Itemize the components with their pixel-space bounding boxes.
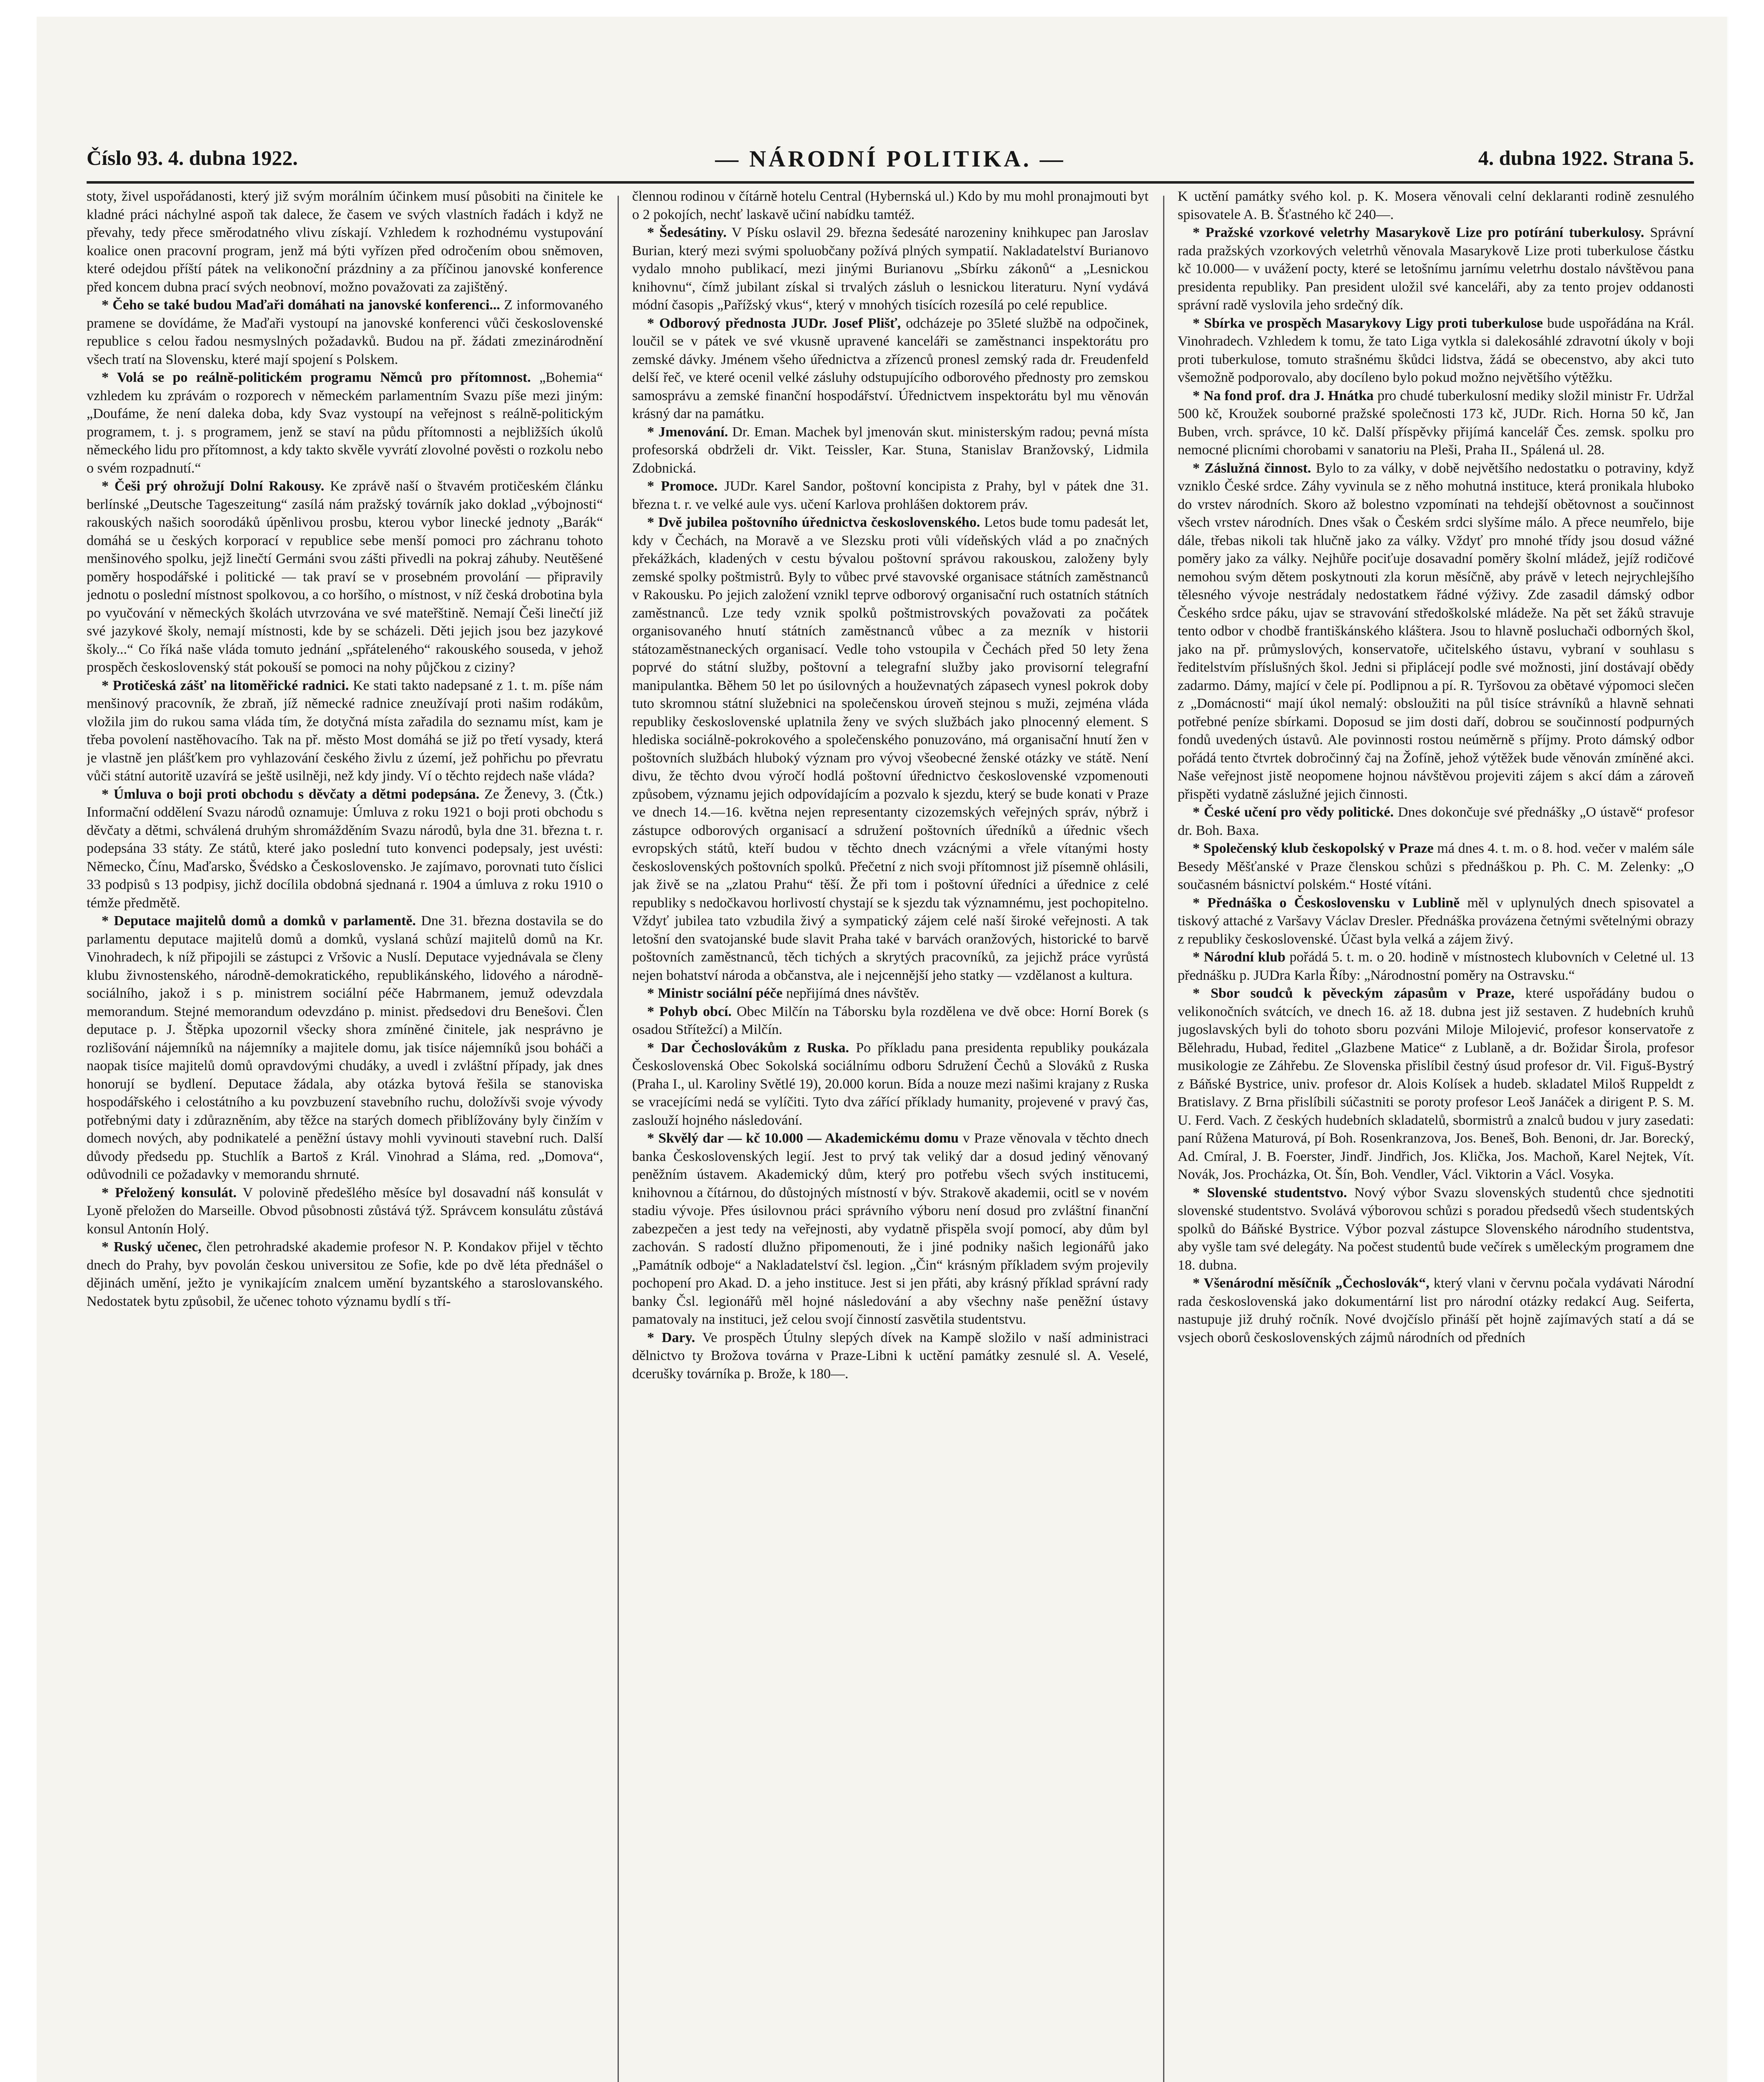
article-text: Správní rada pražských vzorkových veletrhů věnovala Masarykově Lize proti tuberkulose částku kč 10.000— v uvážení pocty, které se letošnímu jarnímu veletrhu dostalo návštěvou pana presidenta republiky. Pan president uložil své kanceláři, aby za tento projev oddanosti správní radě vyslovila jeho srdečný dík. bbox=[1178, 225, 1694, 313]
article-heading: * Záslužná činnost. bbox=[1193, 460, 1311, 476]
column-2 bbox=[632, 187, 1149, 2082]
article-heading: * Volá se po reálně-politickém programu Němců pro přítomnost. bbox=[102, 370, 531, 385]
article-heading: * Slovenské studentstvo. bbox=[1193, 1185, 1347, 1200]
article-text: Dnes dokončuje své přednášky „O ústavě“ profesor dr. Boh. Baxa. bbox=[1178, 804, 1694, 838]
article-paragraph bbox=[1178, 948, 1694, 984]
article-paragraph bbox=[632, 1039, 1149, 1130]
article-paragraph bbox=[632, 477, 1149, 513]
article-heading: * Ruský učenec, bbox=[102, 1239, 202, 1255]
article-text: Nový výbor Svazu slovenských studentů chce sjednotiti slovenské studentstvo. Svolává výborovou schůzi s poradou předsedů všech studentských spolků do Báňské Bystrice. Výbor pozval zástupce Slovenského národního studentstva, aby vyšle tam své delegáty. Na počest studentů bude večírek s uměleckým programem dne 18. dubna. bbox=[1178, 1185, 1694, 1273]
article-paragraph bbox=[632, 984, 1149, 1003]
article-paragraph bbox=[1178, 1274, 1694, 1347]
article-heading: * Ministr sociální péče bbox=[647, 986, 783, 1001]
article-paragraph bbox=[632, 1003, 1149, 1039]
column-1 bbox=[87, 187, 603, 2082]
article-heading: * Jmenování. bbox=[647, 424, 728, 440]
article-heading: * Protičeská zášť na litoměřické radnici. bbox=[102, 677, 349, 693]
page-header bbox=[87, 142, 1694, 179]
article-text: V polovině předešlého měsíce byl dosavadní náš konsulát v Lyoně přeložen do Marseille. Obvod působnosti zůstává týž. Správcem konsulátu zůstává konsul Antonín Holý. bbox=[87, 1185, 603, 1237]
article-paragraph bbox=[1178, 314, 1694, 387]
article-text: Ze Ženevy, 3. (Čtk.) Informační oddělení Svazu národů oznamuje: Úmluva z roku 1921 o boji proti obchodu s děvčaty a dětmi, schválená druhým shromážděním Svazu národů, byla dne 31. března t. r. podepsána 33 státy. Ze států, které jako poslední tuto konvenci podepsaly, jest uvésti: Německo, Čínu, Maďarsko, Švédsko a Československo. Je zajímavo, porovnati tuto číslici 33 podpisů s 13 podpisy, jichž docílila obdobná sjednaná r. 1904 a úmluva z roku 1910 o témže předmětě. bbox=[87, 786, 603, 911]
article-heading: * Společenský klub českopolský v Praze bbox=[1193, 841, 1434, 856]
article-paragraph bbox=[87, 477, 603, 677]
article-text: v Praze věnovala v těchto dnech banka Československých legií. Jest to prvý tak veliký dar a dosud jediný věnovaný peněžním ústavem. Akademický dům, který pro potřebu všech svých institucemi, knihovnou a čítárnou, do důstojných místností v býv. Strakově akademii, ocitl se v novém stadiu vývoje. Přes úsilovnou práci správního výboru není dosud pro zvláštní finanční zabezpečen a jest tedy na veřejnosti, aby vydatně přispěla svojí pomocí, aby dům byl zachován. S radostí dlužno připomenouti, že i jiné podniky našich legionářů jako „Památník odboje“ a Nakladatelství čsl. legion. „Čin“ krásným příkladem svým projevily pochopení pro Akad. D. a jeho instituce. Jest si jen přáti, aby krásný příklad správní rady banky Čsl. legionářů měl hojné následování a aby všechny naše peněžní ústavy pamatovaly na instituci, jež celou svojí činností zasvětila studentstvu. bbox=[632, 1131, 1149, 1327]
article-paragraph bbox=[87, 785, 603, 912]
article-paragraph bbox=[632, 1329, 1149, 1383]
article-paragraph bbox=[1178, 984, 1694, 1184]
header-rule bbox=[87, 181, 1694, 184]
article-heading: * Národní klub bbox=[1193, 949, 1286, 965]
article-paragraph bbox=[87, 187, 603, 296]
article-heading: * Čeho se také budou Maďaři domáhati na janovské konferenci... bbox=[102, 297, 500, 313]
article-paragraph bbox=[632, 423, 1149, 478]
article-heading: * Přeložený konsulát. bbox=[102, 1185, 237, 1200]
article-paragraph bbox=[1178, 803, 1694, 839]
article-heading: * Češi prý ohrožují Dolní Rakousy. bbox=[102, 478, 324, 494]
article-paragraph bbox=[1178, 1184, 1694, 1275]
article-paragraph bbox=[1178, 839, 1694, 894]
article-text: pořádá 5. t. m. o 20. hodině v místnostech klubovních v Celetné ul. 13 přednášku p. JUDra Karla Říby: „Národnostní poměry na Ostravsku.“ bbox=[1178, 949, 1694, 983]
article-text: pro chudé tuberkulosní mediky složil ministr Fr. Udržal 500 kč, Kroužek souborné pražské společnosti 173 kč, JUDr. Rich. Horna 50 kč, Jan Buben, vrch. správce, 10 kč. Další příspěvky přijímá kancelář Čes. zemsk. spolku pro nemocné plicními chorobami v sanatoriu na Pleši, Praha II., Spálená ul. 28. bbox=[1178, 388, 1694, 458]
article-heading: * Sbor soudců k pěveckým zápasům v Praze, bbox=[1193, 986, 1515, 1001]
article-paragraph bbox=[87, 369, 603, 477]
article-heading: * Šedesátiny. bbox=[647, 225, 727, 240]
column-3 bbox=[1178, 187, 1694, 2082]
article-heading: * Dary. bbox=[647, 1330, 695, 1345]
article-text: Ve prospěch Útulny slepých dívek na Kampě složilo v naší administraci dělnictvo ty Brožova továrna v Praze-Libni k uctění památky zesnulé sl. A. Veselé, dcerušky továrníka p. Brože, k 180—. bbox=[632, 1330, 1149, 1382]
article-text: Letos bude tomu padesát let, kdy v Čechách, na Moravě a ve Slezsku proti vůli vídeňských vlád a po značných překážkách, kladených v cestu bývalou poštovní správou rakouskou, založeny byly zemské spolky poštmistrů. Byly to vůbec prvé stavovské organisace státních zaměstnanců v Rakousku. Po jejich založení vznikl teprve odborový organisační ruch ostatních státních zaměstnanců. Lze tedy vznik spolků poštmistrovských považovati za počátek organisovaného hnutí státních zaměstnanců vůbec a za mezník v historii státozaměstnaneckých organisací. Vedle toho vstoupila v Čechách před 50 lety žena poprvé do státní služby, poštovní a telegrafní služby jako provisorní telegrafní manipulantka. Během 50 let po úsilovných a houževnatých zápasech vynesl pokrok doby tuto skromnou státní služebnici na společenskou úroveň stejnou s muži, zejména vláda republiky československé uplatnila ženy ve svých službách jako plnocenný element. S hlediska sociálně-pokrokového a společenského ponuzováno, má organisační hnutí žen v poštovních službách hluboký význam pro vývoj všeobecné ženské otázky ve státě. Není divu, že těchto dvou výročí hodlá poštovní úřednictvo československé vzpomenouti způsobem, významu jejich odpovídajícím a pozvalo k sjezdu, který se bude konati v Praze ve dnech 14.—16. května nejen representanty cizozemských veřejných správ, nýbrž i zástupce odborových organisací a sdružení poštovních úředníků a úřednic všech evropských států, kteří budou v těchto dnech vzácnými a vřele vítanými hosty československých poštovních spolků. Přečetní z nich svoji přítomnost již písemně ohlásili, jak živě se na „zlatou Prahu“ těší. Že při tom i poštovní úředníci a úřednice z celé republiky s nedočkavou horlivostí chystají se k sjezdu tak významnému, jest pochopitelno. Vždyť jubilea tato vzbudila živý a sympatický zájem celé naší široké veřejnosti. A tak letošní den svatojanské bude slavit Praha také v barvách oranžových, historické to barvě poštovních zaměstnanců, těch tichých a skrytých pracovníků, za jejichž práce vyrůstá nejen bohatství národa a občanstva, ale i nejcennější jeho statky — vzdělanost a kultura. bbox=[632, 515, 1149, 983]
article-text: V Písku oslavil 29. března šedesáté narozeniny knihkupec pan Jaroslav Burian, který mezi svými spoluobčany požívá plných sympatií. Nakladatelství Burianovo vydalo mnoho publikací, mezi jinými Burianovu „Sbírku zákonů“ a „Lesnickou knihovnu“, čímž jubilant získal si trvalých zásluh o lesnickou literaturu. Nyní vydává módní časopis „Pařížský vkus“, který v mnohých tisících rozesílá po celé republice. bbox=[632, 225, 1149, 313]
article-text: Bylo to za války, v době největšího nedostatku o potraviny, když vzniklo České srdce. Záhy vyvinula se z něho mohutná instituce, která pronikala hluboko do vrstev národních. Skoro až bolestno vzpomínati na tehdejší obětovnost a součinnost všech vrstev národních. Dnes však o Českém srdci slyšíme málo. A přece neumřelo, bije dále, třebas nikoli tak hlučně jako za války. Vždyť pro mnohé třídy jsou dosud vážné poměry jako za války. Nejhůře pociťuje dosavadní poměry školní mládež, jejíž rodičové nemohou svým dětem poskytnouti zla korun měsíčně, aby právě v letech nejrychlejšího tělesného vývoje nestrádaly nedostatkem řádné výživy. Zde zasadil dámský odbor Českého srdce páku, ujav se stravování středoškolské mládeže. Na pět set žáků stravuje tento odbor v chodbě františkánského kláštera. Jsou to hlavně posluchači odborných škol, jako na př. průmyslových, konservatoře, učitelského ústavu, vybraní v souhlasu s ředitelstvím příslušných škol. Jedni si připlácejí podle své možnosti, jiní dostávají obědy zadarmo. Dámy, mající v čele pí. Podlipnou a pí. R. Tyršovou za obětavé výpomoci slečen z „Domácnosti“ mají úkol nemalý: obsloužiti na půl tisíce strávníků a hlavně sehnati potřebné peníze sbírkami. Doposud se jim dosti daří, dobrou se součinností podpurných fondů uvedených ústavů. Ale povinnosti rostou neúměrně s příjmy. Proto dámský odbor pořádá tento čtvrtek dobročinný čaj na Žofíně, jehož výtěžek bude věnován zmíněné akci. Naše veřejnost jistě neopomene hojnou návštěvou projeviti zájem s akcí dám a zároveň přispěti vydatně záslužné jejich činnosti. bbox=[1178, 460, 1694, 802]
article-paragraph bbox=[632, 1129, 1149, 1329]
page-date-number: 4. dubna 1922. Strana 5. bbox=[1478, 146, 1694, 169]
column-divider bbox=[1163, 196, 1164, 2082]
article-text: stoty, živel uspořádanosti, který již svým morálním účinkem musí působiti na činitele ke kladné práci náchylné aspoň tak dalece, že časem ve svých vlastních řadách i když ne převahy, tedy přece směrodatného vlivu získají. Vzhledem k rozhodnému vystupování koalice onen pracovní program, jenž má býti vyřízen před odročením obou sněmoven, které odejdou příští pátek na velikonoční prázdniny a za příčinou janovské konference před koncem dubna prací svých neobnoví, možno považovati za zajištěný. bbox=[87, 189, 603, 295]
issue-number-date: Číslo 93. 4. dubna 1922. bbox=[87, 146, 298, 169]
article-heading: * Deputace majitelů domů a domků v parlamentě. bbox=[102, 913, 416, 929]
article-text: odcházeje po 35leté službě na odpočinek, loučil se v pátek ve své vkusně upravené kanceláři se zaměstnanci inspektorátu pro zemské dávky. Jménem všeho úřednictva a zřízenců pronesl zemský rada dr. Freudenfeld delší řeč, ve které ocenil velké zásluhy odstupujícího odborového přednosty pro zemskou samosprávu a zemské finanční hospodářství. Úřednictvem inspektorátu byl mu věnován krásný dar na památku. bbox=[632, 315, 1149, 421]
article-heading: * Pražské vzorkové veletrhy Masarykově Lize pro potírání tuberkulosy. bbox=[1193, 225, 1644, 240]
article-paragraph bbox=[632, 314, 1149, 423]
article-paragraph bbox=[87, 296, 603, 369]
article-heading: * Všenárodní měsíčník „Čechoslovák“, bbox=[1193, 1275, 1430, 1291]
article-heading: * Odborový přednosta JUDr. Josef Plišť, bbox=[647, 315, 901, 331]
newspaper-page bbox=[37, 17, 1727, 2082]
article-paragraph bbox=[87, 1184, 603, 1238]
article-paragraph bbox=[87, 912, 603, 1184]
article-heading: * České učení pro vědy politické. bbox=[1193, 804, 1394, 820]
article-paragraph bbox=[1178, 387, 1694, 459]
article-text: Po příkladu pana presidenta republiky poukázala Československá Obec Sokolská sociálnímu odboru Sdružení Čechů a Slováků z Ruska (Praha I., ul. Karoliny Světlé 19), 20.000 korun. Bída a nouze mezi našimi krajany z Ruska se vracejícími nedá se vylíčiti. Tyto dva zářící příklady humanity, projevené v pravý čas, zaslouží hojného následování. bbox=[632, 1040, 1149, 1128]
article-text: člennou rodinou v čítárně hotelu Central (Hybernská ul.) Kdo by mu mohl pronajmouti byt o 2 pokojích, nechť laskavě učiní nabídku tamtéž. bbox=[632, 189, 1149, 222]
article-heading: * Promoce. bbox=[647, 478, 718, 494]
article-paragraph bbox=[87, 1238, 603, 1310]
article-text: Ke stati takto nadepsané z 1. t. m. píše nám menšinový pracovník, že zbraň, jíž německé radnice zneužívají proti našim rodákům, vložila jim do rukou sama vláda tím, že dotyčná místa zařadila do seznamu míst, kam je třeba povolení nastěhovacího. Tak na př. město Most domáhá se již po třetí vysady, která je vlastně jen plášťkem pro vyhlazování českého živlu z území, jež pohřichu po převratu vůči státní autoritě uzavírá se ještě usilněji, než kdy jindy. Ví o těchto rejdech naše vláda? bbox=[87, 677, 603, 784]
article-heading: * Na fond prof. dra J. Hnátka bbox=[1193, 388, 1374, 403]
article-text: měl v uplynulých dnech spisovatel a tiskový attaché z Varšavy Václav Dresler. Přednáška provázena četnými světelnými obrazy z republiky československé. Účast byla velká a zájem živý. bbox=[1178, 895, 1694, 947]
article-paragraph bbox=[1178, 459, 1694, 804]
article-text: bude uspořádána na Král. Vinohradech. Vzhledem k tomu, že tato Liga vytkla si dalekosáhlé zdravotní úkoly v boji proti tuberkulose, tomuto strašnému škůdci lidstva, žádá se obecenstvo, aby akci tuto všemožně podporovalo, aby docíleno bylo pokud možno největšího výtěžku. bbox=[1178, 315, 1694, 385]
article-text: JUDr. Karel Sandor, poštovní koncipista z Prahy, byl v pátek dne 31. března t. r. ve velké aule vys. učení Karlova prohlášen doktorem práv. bbox=[632, 478, 1149, 512]
article-paragraph bbox=[632, 187, 1149, 224]
article-text: „Bohemia“ vzhledem ku zprávám o rozporech v německém parlamentním Svazu píše mezi jiným: „Doufáme, že není daleka doba, kdy Svaz vystoupí na veřejnost s reálně-politickým programem, t. j. s programem, jenž se staví na půdu přítomnosti a nejbližších úkolů německého lidu pro přítomnost, a kdy takto skvěle vyvrátí zlovolné pověsti o rozkolu nebo o svém rozpadnutí.“ bbox=[87, 370, 603, 476]
article-text: člen petrohradské akademie profesor N. P. Kondakov přijel v těchto dnech do Prahy, byv povolán českou universitou ze Sofie, kde po dvě léta přednášel o dějinách umění, ježto je vynikajícím znalcem umění byzantského a staroslovanského. Nedostatek bytu způsobil, že učenec tohoto významu bydlí s tří- bbox=[87, 1239, 603, 1309]
article-text: Z informovaného pramene se dovídáme, že Maďaři vystoupí na janovské konferenci vůči československé republice s celou řadou nesmyslných požadavků. Budou na př. žádati zmezinárodnění všech tratí na Slovensku, které mají spojení s Polskem. bbox=[87, 297, 603, 367]
article-text: má dnes 4. t. m. o 8. hod. večer v malém sále Besedy Měšťanské v Praze členskou schůzi s přednáškou p. Ph. C. M. Zelenky: „O současném básnictví polském.“ Hosté vítáni. bbox=[1178, 841, 1694, 892]
article-heading: * Přednáška o Československu v Lublině bbox=[1193, 895, 1460, 911]
article-text: které uspořádány budou o velikonočních svátcích, ve dnech 16. až 18. dubna jest již sestaven. Z hudebních kruhů jugoslavských byli do tohoto sboru pozváni Miloje Milojević, profesor konservatoře z Bělehradu, Hubad, ředitel „Glazbene Matice“ z Lublaně, a dr. Božidar Širola, profesor musikologie ze Záhřebu. Ze Slovenska přislíbil čestný úsud profesor dr. Vil. Figuš-Bystrý z Báňské Bystrice, univ. profesor dr. Alois Kolísek a hudeb. skladatel Miloš Ruppeldt z Bratislavy. Z Brna přislíbili súčastniti se poroty profesor Leoš Janáček a dirigent P. S. M. U. Ferd. Vach. Z českých hudebních skladatelů, sbormistrů a znalců budou v jury zasedati: paní Růžena Maturová, pí Boh. Rosenkranzova, Jos. Beneš, Boh. Benoni, dr. Jar. Borecký, Ad. Cmíral, J. B. Foerster, Jindř. Jindřich, Jos. Klička, Jos. Machoň, Karel Nejtek, Vít. Novák, Jos. Procházka, Ot. Šín, Boh. Vendler, Václ. Viktorin a Václ. Vosyka. bbox=[1178, 986, 1694, 1182]
article-text: Dne 31. března dostavila se do parlamentu deputace majitelů domů a domků, vyslaná schůzí majitelů domů na Kr. Vinohradech, k níž připojili se zástupci z Vršovic a Nuslí. Deputace vyjednávala se členy klubu živnostenského, národně-demokratického, republikánského, lidového a národně-sociálního, jakož i s p. ministrem sociální péče Habrmanem, jemuž odevzdala memorandum. Stejné memorandum odevzdáno p. minist. předsedovi dru Benešovi. Člen deputace p. J. Štěpka upozornil všecky shora zmíněné činitele, jak nesprávno je rozlišování nájemníků na nájemníky a majitele domu, jak tisíce nájemníků jsou boháči a naopak tisíce majitelů domů opravdovými chudáky, a uvedl i zvláštní případy, jak dnes honorují se bydlení. Deputace žádala, aby otázka bytová řešila se stanoviska hospodářského i celostátního a ku povzbuzení stavebního ruchu, doložívši svoje vývody potřebnými daty i zdůrazněním, aby těžce na starých domech přiblížovány byly činžím v domech nových, aby podnikatelé a peněžní ústavy mohli vyvinouti stavební ruch. Další důvody předsedu pp. Stuchlík a Bartoš z Král. Vinohrad a Sláma, red. „Domova“, odůvodnili ce požadavky v memorandu shrnuté. bbox=[87, 913, 603, 1182]
column-divider bbox=[618, 196, 619, 2082]
article-text: který vlani v červnu počala vydávati Národní rada československá jako dokumentární list pro národní otázky redakcí Aug. Seiferta, nastupuje již druhý ročník. Nové dvojčíslo přináší pět hojně zajímavých statí a dá se vsjech oborů československých zájmů národních od předních bbox=[1178, 1275, 1694, 1345]
article-heading: * Sbírka ve prospěch Masarykovy Ligy proti tuberkulose bbox=[1193, 315, 1543, 331]
article-heading: * Dar Čechoslovákům z Ruska. bbox=[647, 1040, 849, 1056]
article-text: K uctění památky svého kol. p. K. Mosera věnovali celní deklaranti rodině zesnulého spisovatele A. B. Šťastného kč 240—. bbox=[1178, 189, 1694, 222]
article-heading: * Dvě jubilea poštovního úřednictva československého. bbox=[647, 515, 980, 530]
article-paragraph bbox=[632, 224, 1149, 314]
masthead-title: — NÁRODNÍ POLITIKA. — bbox=[715, 146, 1066, 172]
article-paragraph bbox=[1178, 187, 1694, 224]
article-paragraph bbox=[87, 677, 603, 785]
article-paragraph bbox=[1178, 894, 1694, 949]
article-paragraph bbox=[1178, 224, 1694, 314]
article-text: nepřijímá dnes návštěv. bbox=[786, 986, 919, 1001]
article-heading: * Pohyb obcí. bbox=[647, 1004, 732, 1019]
article-text: Ke zprávě naší o štvavém protičeském článku berlínské „Deutsche Tageszeitung“ zasílá nám pražský továrník jako doklad „výbojnosti“ rakouských našich soorodáků úpěnlivou prosbu, kterou vybor linecké jednoty „Barák“ domáhá se u českých korporací v republice sebe menší pomoci pro záchranu tohoto menšinového spolku, jejž linečtí Germáni svou zášti přivedli na pokraj záhuby. Neutěšené poměry hospodářské i politické — tak praví se v prosebném provolání — připravily jednotu o poslední místnost spolkovou, a co horšího, o místnost, v níž česká drobotina byla po vyučování v německých školách utvrzována ve své mateřštině. Nemají Češi linečtí již své jazykové školy, nemají místnosti, kde by se scházeli. Děti jejich jsou bez jazykové školy...“ Co říká naše vláda tomuto jednání „spřáteleného“ rakouského souseda, v jehož prospěch československý stát pokouší se pomoci na nohy půjčkou z ciziny? bbox=[87, 478, 603, 675]
article-heading: * Skvělý dar — kč 10.000 — Akademickému domu bbox=[647, 1131, 959, 1146]
article-paragraph bbox=[632, 513, 1149, 984]
article-columns bbox=[87, 187, 1694, 2082]
article-text: Dr. Eman. Machek byl jmenován skut. ministerským radou; pevná místa profesorská obdrželi dr. Vikt. Teissler, Kar. Stuna, Stanislav Branžovský, Lidmila Zdobnická. bbox=[632, 424, 1149, 476]
article-text: Obec Milčín na Táborsku byla rozdělena ve dvě obce: Horní Borek (s osadou Střítežcí) a Milčín. bbox=[632, 1004, 1149, 1037]
article-heading: * Úmluva o boji proti obchodu s děvčaty a dětmi podepsána. bbox=[102, 786, 480, 802]
